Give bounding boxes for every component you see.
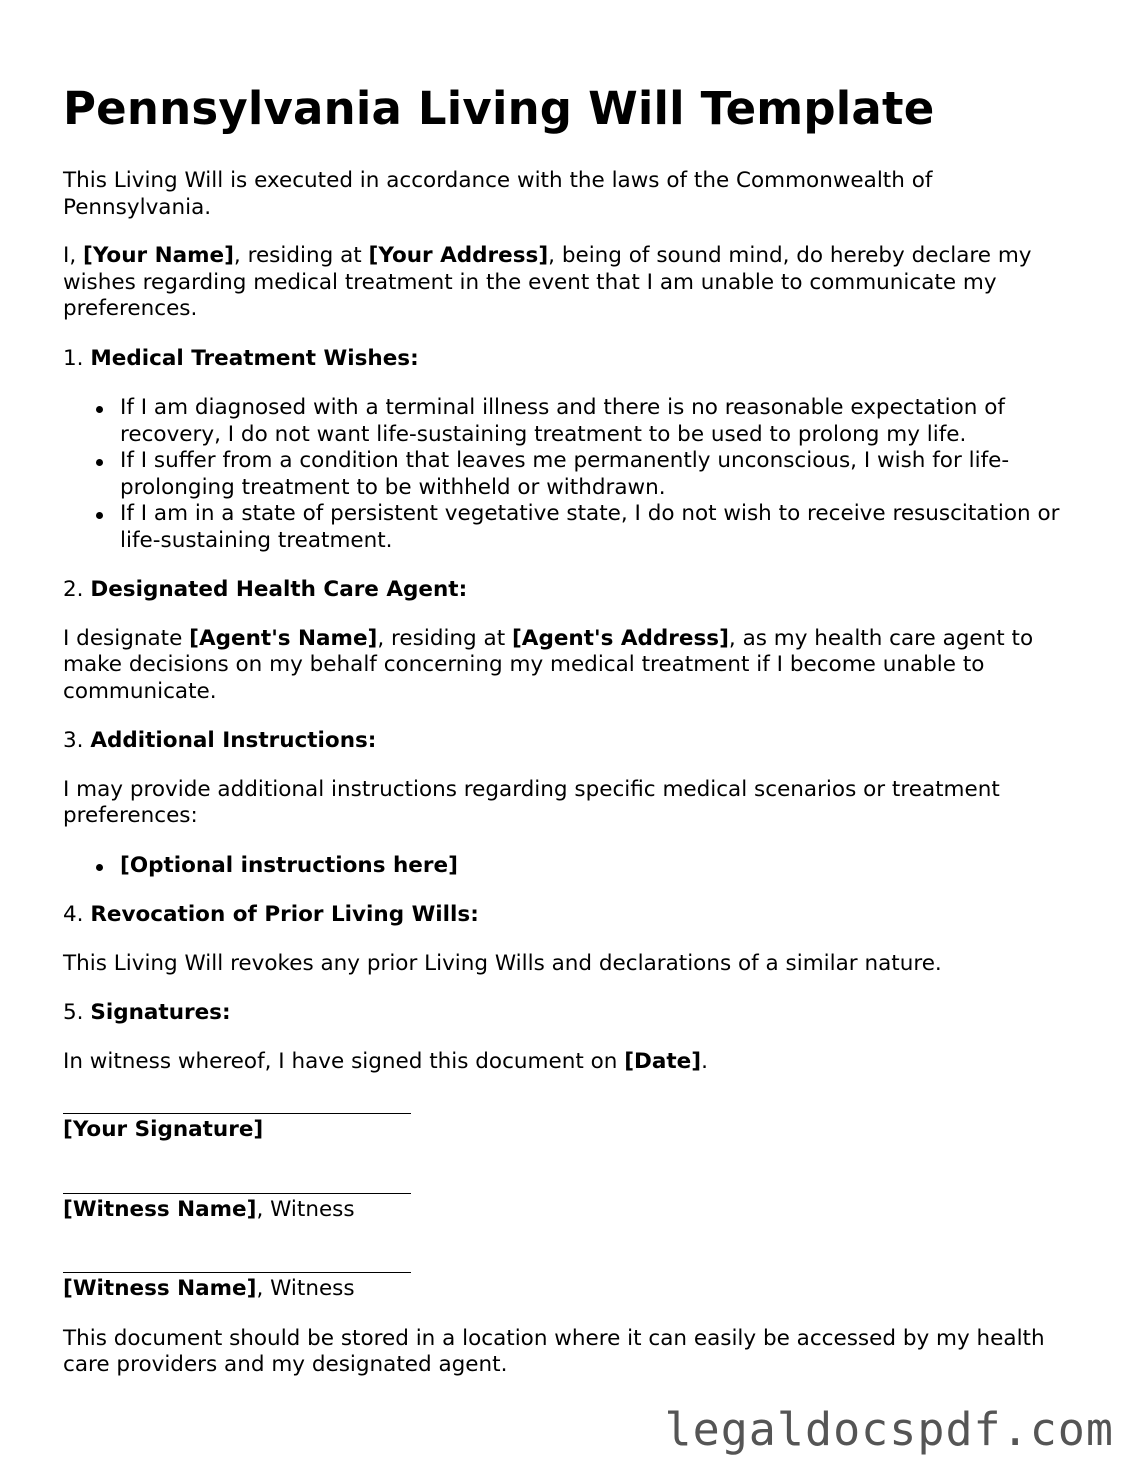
- additional-instructions-paragraph: I may provide additional instructions regarding specific medical scenarios or treatment preferences:: [63, 776, 1000, 828]
- section-number: 2.: [63, 577, 91, 602]
- agent-address-placeholder: [Agent's Address]: [511, 625, 729, 651]
- section-number: 4.: [63, 902, 91, 927]
- optional-instructions-list: [63, 853, 1085, 880]
- witness-signature-line: [63, 1272, 411, 1273]
- declaration-suffix: , being of sound mind, do hereby declare my wishes regarding medical treatment in the event that I am unable to communicate my preferences.: [63, 243, 1032, 321]
- agent-suffix: , as my health care agent to make decisions on my behalf concerning my medical treatment if I become unable to communicate.: [63, 625, 1034, 704]
- agent-prefix: I designate: [63, 625, 190, 651]
- witness-signature-line: [63, 1193, 411, 1194]
- section-heading-3: [63, 728, 1085, 755]
- agent-paragraph: [63, 626, 1085, 706]
- witness-1-label: [63, 1197, 1085, 1224]
- intro-paragraph: This Living Will is executed in accordance with the laws of the Commonwealth of Pennsylvania.: [63, 168, 933, 220]
- list-item: [120, 853, 1085, 880]
- watermark-logo: legaldocspdf.com: [664, 1403, 1114, 1456]
- optional-instructions-placeholder: [Optional instructions here]: [120, 852, 458, 878]
- section-heading-1: [63, 346, 1085, 373]
- section-title: Additional Instructions:: [90, 728, 377, 753]
- section-title: Medical Treatment Wishes:: [90, 345, 419, 371]
- closing-paragraph: This document should be stored in a location where it can easily be accessed by my health care providers and my designated agent.: [63, 1325, 1045, 1377]
- witness-name-placeholder: [Witness Name]: [63, 1276, 257, 1301]
- section-title: Signatures:: [90, 1000, 231, 1025]
- section-heading-5: [63, 1000, 1085, 1027]
- declaration-prefix: I,: [63, 243, 84, 268]
- agent-name-placeholder: [Agent's Name]: [189, 625, 378, 651]
- your-signature-placeholder: [Your Signature]: [63, 1117, 264, 1142]
- section-number: 3.: [63, 728, 91, 753]
- treatment-wishes-list: [63, 395, 1085, 554]
- revocation-paragraph: This Living Will revokes any prior Living Wills and declarations of a similar nature.: [63, 950, 942, 976]
- witness-name-placeholder: [Witness Name]: [63, 1196, 257, 1222]
- witness-role: , Witness: [256, 1196, 355, 1222]
- section-number: 1.: [63, 345, 91, 371]
- section-heading-4: [63, 902, 1085, 929]
- witness-statement: [63, 1049, 1085, 1076]
- witness-statement-suffix: .: [701, 1048, 708, 1074]
- signature-line: [63, 1113, 411, 1114]
- declaration-mid: , residing at: [233, 243, 369, 268]
- page-title: Pennsylvania Living Will Template: [63, 82, 935, 135]
- section-number: 5.: [63, 1000, 91, 1025]
- section-heading-2: [63, 577, 1085, 604]
- section-title: Revocation of Prior Living Wills:: [90, 902, 479, 927]
- list-item: If I am in a state of persistent vegetative state, I do not wish to receive resuscitation or life-sustaining treatment.: [120, 501, 1085, 554]
- section-title: Designated Health Care Agent:: [90, 577, 468, 602]
- declaration-paragraph: [63, 243, 1085, 323]
- witness-statement-prefix: In witness whereof, I have signed this document on: [63, 1048, 625, 1074]
- witness-2-label: [63, 1276, 1085, 1303]
- your-address-placeholder: [Your Address]: [368, 243, 549, 268]
- list-item: If I suffer from a condition that leaves me permanently unconscious, I wish for life-prolonging treatment to be withheld or withdrawn.: [120, 448, 1085, 501]
- list-item: If I am diagnosed with a terminal illness and there is no reasonable expectation of recovery, I do not want life-sustaining treatment to be used to prolong my life.: [120, 395, 1085, 448]
- witness-role: , Witness: [256, 1276, 355, 1301]
- agent-mid: , residing at: [377, 625, 512, 651]
- your-signature-label: [63, 1117, 1085, 1144]
- your-name-placeholder: [Your Name]: [83, 243, 234, 268]
- date-placeholder: [Date]: [624, 1048, 702, 1074]
